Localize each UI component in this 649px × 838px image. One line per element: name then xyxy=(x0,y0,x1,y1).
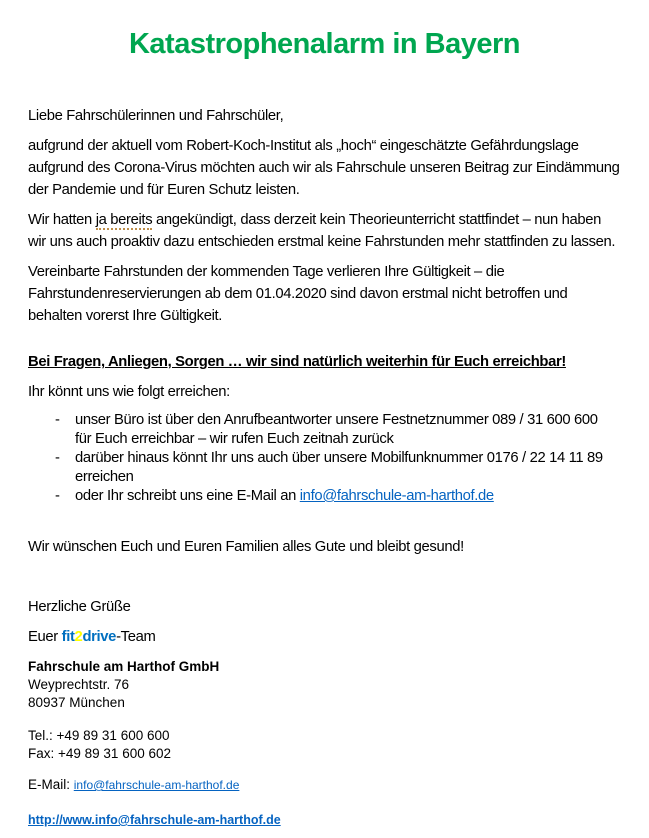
list-item-landline xyxy=(55,411,621,449)
list-item-run: oder Ihr schreibt uns eine E-Mail an xyxy=(75,488,300,504)
list-item-text: unser Büro ist über den Anrufbeantworter unsere Festnetznummer 089 / 31 600 600 für Euch erreichbar – wir rufen Euch zeitnah zurück xyxy=(75,412,598,447)
contact-intro: Ihr könnt uns wie folgt erreichen: xyxy=(28,384,230,400)
list-item-text: darüber hinaus könnt Ihr uns auch über unsere Mobilfunknummer 0176 / 22 14 11 89 erreichen xyxy=(75,450,603,485)
salutation: Liebe Fahrschülerinnen und Fahrschüler, xyxy=(28,108,284,124)
paragraph-reservations: Vereinbarte Fahrstunden der kommenden Tage verlieren Ihre Gültigkeit – die Fahrstundenreservierungen ab dem 01.04.2020 sind davon erstmal nicht betroffen und behalten vorerst Ihre Gültigkeit. xyxy=(28,264,568,324)
brand-drive: drive xyxy=(82,629,117,645)
phone-number: Tel.: +49 89 31 600 600 xyxy=(28,728,170,743)
footer-email-link[interactable]: info@fahrschule-am-harthof.de xyxy=(73,778,240,792)
closing-greeting: Herzliche Grüße xyxy=(28,599,131,615)
section-heading-reachability: Bei Fragen, Anliegen, Sorgen … wir sind natürlich weiterhin für Euch erreichbar! xyxy=(28,354,566,370)
list-item-text xyxy=(75,487,494,506)
list-item-email xyxy=(55,487,621,506)
email-label: E-Mail: xyxy=(28,777,74,792)
address-city: 80937 München xyxy=(28,695,125,710)
page-title: Katastrophenalarm in Bayern xyxy=(128,28,520,60)
list-dash-marker: - xyxy=(55,412,60,428)
list-dash-marker: - xyxy=(55,450,60,466)
brand-fit: fit xyxy=(61,629,75,645)
address-street: Weyprechtstr. 76 xyxy=(28,677,130,692)
paragraph-run: Wir hatten xyxy=(28,212,96,228)
email-row xyxy=(28,776,621,794)
paragraph-lessons-cancelled xyxy=(28,209,621,253)
brand-two: 2 xyxy=(74,629,83,645)
paragraph-run: angekündigt, dass derzeit kein Theorieunterricht stattfindet – nun haben wir uns auch proaktiv dazu entschieden erstmal keine Fahrstunden mehr stattfinden zu lassen. xyxy=(28,212,616,250)
signature-line xyxy=(28,626,621,648)
website-link[interactable]: http://www.info@fahrschule-am-harthof.de xyxy=(28,813,281,827)
company-name: Fahrschule am Harthof GmbH xyxy=(28,659,220,674)
paragraph-risk-assessment: aufgrund der aktuell vom Robert-Koch-Institut als „hoch“ eingeschätzte Gefährdungslage aufgrund des Corona-Virus möchten auch wir als Fahrschule unseren Beitrag zur Eindämmung der Pandemie und für Euren Schutz leisten. xyxy=(28,138,620,198)
list-dash-marker: - xyxy=(55,488,60,504)
signature-prefix: Euer xyxy=(28,629,62,645)
paragraph-wishes: Wir wünschen Euch und Euren Familien alles Gute und bleibt gesund! xyxy=(28,539,464,555)
footer-contact-block xyxy=(28,658,621,829)
website-row xyxy=(28,811,621,829)
list-item-mobile xyxy=(55,449,621,487)
signature-suffix: -Team xyxy=(116,629,156,645)
contact-options-list xyxy=(55,411,621,506)
spellcheck-marked-text: ja bereits xyxy=(95,212,153,228)
fax-number: Fax: +49 89 31 600 602 xyxy=(28,746,171,761)
email-link[interactable]: info@fahrschule-am-harthof.de xyxy=(299,488,494,504)
